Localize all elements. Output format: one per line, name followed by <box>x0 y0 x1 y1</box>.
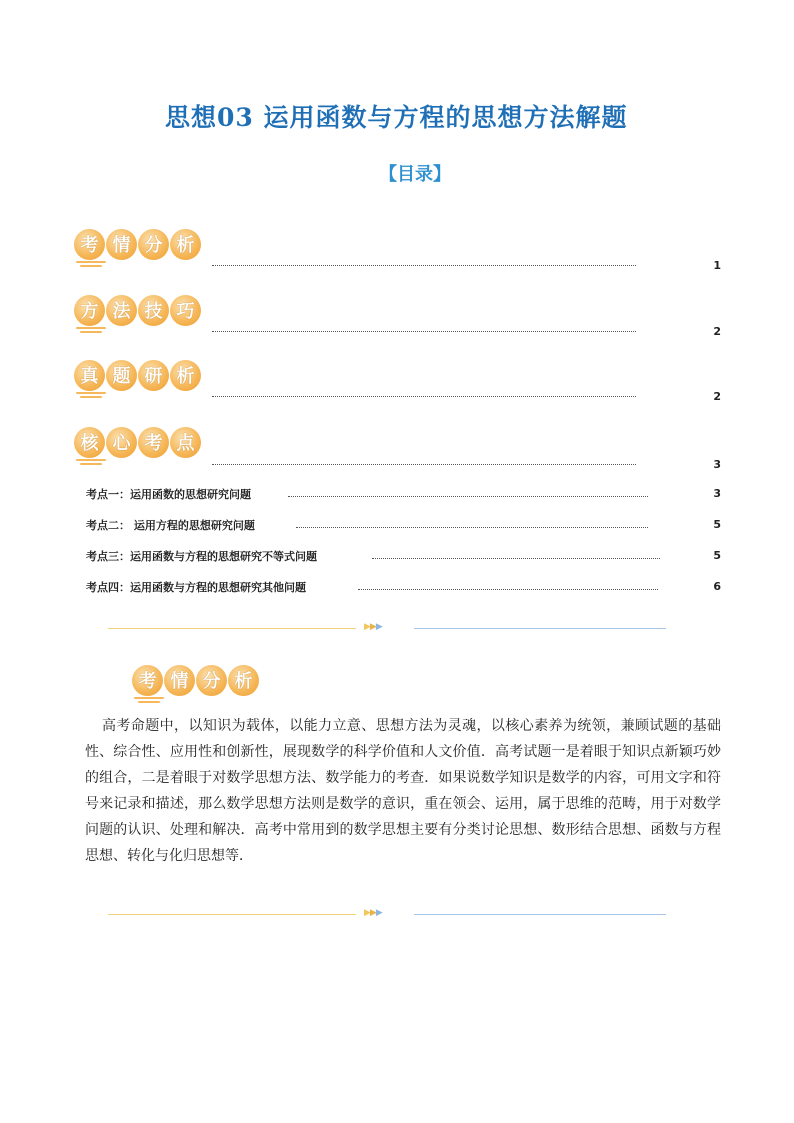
toc-subitem[interactable]: 考点二： 运用方程的思想研究问题 <box>86 519 255 532</box>
badge-char: 考 <box>132 665 163 696</box>
section-divider <box>108 624 666 634</box>
badge-char: 析 <box>228 665 259 696</box>
toc-leader <box>372 558 660 559</box>
toc-page-number: 2 <box>713 390 721 403</box>
toc-subitem[interactable]: 考点三：运用函数与方程的思想研究不等式问题 <box>86 550 317 563</box>
badge-char: 分 <box>138 229 169 260</box>
badge-char: 技 <box>138 295 169 326</box>
page-title: 思想03 运用函数与方程的思想方法解题 <box>165 103 628 132</box>
badge-underline <box>76 259 106 267</box>
toc-badge-kaoqing[interactable] <box>74 224 202 264</box>
toc-page-number: 5 <box>713 518 721 531</box>
badge-char: 点 <box>170 427 201 458</box>
toc-page-number: 2 <box>713 325 721 338</box>
badge-char: 分 <box>196 665 227 696</box>
toc-subitem[interactable]: 考点一：运用函数的思想研究问题 <box>86 488 251 501</box>
badge-char: 法 <box>106 295 137 326</box>
badge-char: 考 <box>138 427 169 458</box>
badge-underline <box>134 695 164 703</box>
section-badge-kaoqing <box>132 660 260 700</box>
section-divider <box>108 910 666 920</box>
badge-char: 析 <box>170 360 201 391</box>
badge-char: 真 <box>74 360 105 391</box>
toc-page-number: 3 <box>713 487 721 500</box>
toc-leader <box>212 396 636 397</box>
badge-underline <box>76 457 106 465</box>
toc-badge-zhenti[interactable] <box>74 355 202 395</box>
toc-leader <box>288 496 648 497</box>
badge-char: 方 <box>74 295 105 326</box>
toc-leader <box>212 464 636 465</box>
toc-leader <box>296 527 648 528</box>
badge-char: 题 <box>106 360 137 391</box>
badge-char: 析 <box>170 229 201 260</box>
badge-char: 情 <box>106 229 137 260</box>
badge-char: 情 <box>164 665 195 696</box>
badge-char: 巧 <box>170 295 201 326</box>
badge-underline <box>76 390 106 398</box>
toc-badge-fangfa[interactable] <box>74 290 202 330</box>
toc-leader <box>358 589 658 590</box>
toc-heading: 【目录】 <box>379 164 451 185</box>
intro-paragraph: 高考命题中，以知识为载体，以能力立意、思想方法为灵魂，以核心素养为统领，兼顾试题的基础性、综合性、应用性和创新性，展现数学的科学价值和人文价值．高考试题一是着眼于知识点新颖巧妙的组合，二是着眼于对数学思想方法、数学能力的考查．如果说数学知识是数学的内容，可用文字和符号来记录和描述，那么数学思想方法则是数学的意识，重在领会、运用，属于思维的范畴，用于对数学问题的认识、处理和解决．高考中常用到的数学思想主要有分类讨论思想、数形结合思想、函数与方程思想、转化与化归思想等． <box>85 718 721 864</box>
badge-char: 心 <box>106 427 137 458</box>
toc-leader <box>212 265 636 266</box>
arrow-icon: ▶▶▶ <box>364 908 382 918</box>
badge-char: 研 <box>138 360 169 391</box>
toc-page-number: 1 <box>713 259 721 272</box>
badge-char: 考 <box>74 229 105 260</box>
toc-badge-hexin[interactable] <box>74 422 202 462</box>
badge-char: 核 <box>74 427 105 458</box>
toc-page-number: 3 <box>713 458 721 471</box>
toc-page-number: 6 <box>713 580 721 593</box>
badge-underline <box>76 325 106 333</box>
toc-page-number: 5 <box>713 549 721 562</box>
toc-leader <box>212 331 636 332</box>
arrow-icon: ▶▶▶ <box>364 622 382 632</box>
toc-subitem[interactable]: 考点四：运用函数与方程的思想研究其他问题 <box>86 581 306 594</box>
